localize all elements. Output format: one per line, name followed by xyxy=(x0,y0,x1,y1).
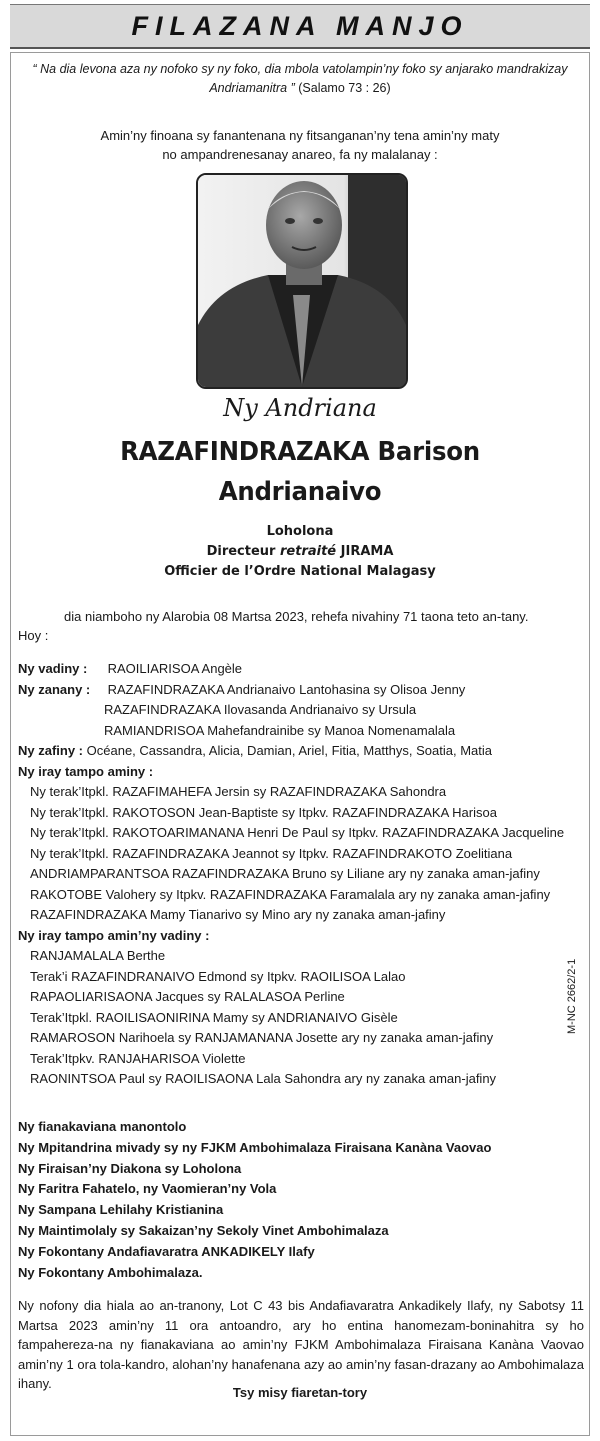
title-officier: Officier de l’Ordre National Malagasy xyxy=(164,564,436,579)
family-section xyxy=(18,659,588,1090)
hoy-label: Hoy : xyxy=(18,628,49,643)
spouse-sibling-entry: Terak’Itpkl. RAOILISAONIRINA Mamy sy ANDRIANAIVO Gisèle xyxy=(30,1009,398,1025)
grandchildren-row xyxy=(18,741,588,762)
deceased-titles xyxy=(0,522,600,582)
children-row xyxy=(18,680,588,701)
intro-line-1: Amin’ny finoana sy fanantenana ny fitsanganan’ny tena amin’ny maty xyxy=(100,128,500,143)
thanks-item: Ny Mpitandrina mivady sy ny FJKM Ambohimalaza Firaisana Kanàna Vaovao xyxy=(18,1139,492,1155)
spouse-sibling-entry: Terak’Itpkv. RANJAHARISOA Violette xyxy=(30,1050,246,1066)
child-entry: RAZAFINDRAZAKA Andrianaivo Lantohasina sy Olisoa Jenny xyxy=(107,681,466,697)
closing-line: Tsy misy fiaretan-tory xyxy=(232,1385,368,1400)
sibling-entry: Ny terak’Itpkl. RAZAFIMAHEFA Jersin sy RAZAFINDRAZAKA Sahondra xyxy=(30,784,447,799)
deceased-name-line-2: Andrianaivo xyxy=(218,477,382,507)
spouse-sibling-entry: RAPAOLIARISAONA Jacques sy RALALASOA Perline xyxy=(30,989,345,1004)
deceased-name xyxy=(37,432,563,512)
sibling-entry: Ny terak’Itpkl. RAZAFINDRAZAKA Jeannot sy Itpkv. RAZAFINDRAKOTO Zoelitiana xyxy=(30,845,513,861)
thanks-item: Ny Faritra Fahatelo, ny Vaomieran’ny Vola xyxy=(18,1181,277,1197)
thanks-item: Ny fianakaviana manontolo xyxy=(18,1119,187,1134)
title-directeur xyxy=(0,542,600,562)
grandchildren-label: Ny zafiny : xyxy=(18,743,84,758)
portrait-image xyxy=(198,175,406,387)
funeral-details: Ny nofony dia hiala ao an-tranony, Lot C 43 bis Andafiavaratra Ankadikely Ilafy, ny Sabotsy 11 Martsa 2023 amin’ny 11 ora antoandro, ary ho entina hanomezam-boninahitra sy ho fampahereza-na ny fianakaviana ao amin’ny FJKM Ambohimalaza Firaisana Kanàna Vaovao amin’ny 1 ora tola-kandro, alohan’ny hanafenana azy ao amin’ny fasan-drazany ao Ambohimalaza ihany. xyxy=(18,1298,584,1391)
sibling-entry: RAKOTOBE Valohery sy Itpkv. RAZAFINDRAZAKA Faramalala ary ny zanaka aman-jafiny xyxy=(30,886,551,902)
deceased-portrait xyxy=(196,173,408,389)
death-notice-text: dia niamboho ny Alarobia 08 Martsa 2023, rehefa nivahiny 71 taona teto an-tany. xyxy=(64,609,529,624)
spouse-sibling-entry: Terak’i RAZAFINDRANAIVO Edmond sy Itpkv. RAOILISOA Lalao xyxy=(30,968,406,984)
sibling-entry: ANDRIAMPARANTSOA RAZAFINDRAZAKA Bruno sy Liliane ary ny zanaka aman-jafiny xyxy=(30,866,540,881)
intro-text xyxy=(14,126,586,164)
thanks-list xyxy=(18,1117,588,1283)
title-directeur-c: JIRAMA xyxy=(340,544,394,559)
thanks-item: Ny Fokontany Andafiavaratra ANKADIKELY Ilafy xyxy=(18,1243,315,1259)
spouse-siblings-label: Ny iray tampo amin’ny vadiny : xyxy=(18,927,210,943)
deceased-name-line-1: RAZAFINDRAZAKA Barison xyxy=(120,437,480,467)
spouse-label: Ny vadiny : xyxy=(18,661,88,676)
sibling-entry: Ny terak’Itpkl. RAKOTOSON Jean-Baptiste sy Itpkv. RAZAFINDRAZAKA Harisoa xyxy=(30,804,497,820)
spouse-sibling-entry: RAONINTSOA Paul sy RAOILISAONA Lala Sahondra ary ny zanaka aman-jafiny xyxy=(30,1071,497,1086)
spouse-value: RAOILIARISOA Angèle xyxy=(107,661,243,676)
title-loholona: Loholona xyxy=(266,524,334,539)
reference-code: M-NC 2662/2-1 xyxy=(566,958,578,1034)
thanks-item: Ny Firaisan’ny Diakona sy Loholona xyxy=(18,1160,242,1176)
bible-quote xyxy=(14,60,586,98)
title-directeur-a: Directeur xyxy=(206,544,276,559)
header-banner xyxy=(10,4,590,49)
sibling-entry: Ny terak’Itpkl. RAKOTOARIMANANA Henri De Paul sy Itpkv. RAZAFINDRAZAKA Jacqueline xyxy=(30,825,565,840)
honorific: Ny Andriana xyxy=(223,394,377,422)
grandchildren-value: Océane, Cassandra, Alicia, Damian, Ariel, Fitia, Matthys, Soatia, Matia xyxy=(86,743,492,758)
siblings-label: Ny iray tampo aminy : xyxy=(18,763,154,779)
title-directeur-b: retraité xyxy=(280,544,337,559)
sibling-entry: RAZAFINDRAZAKA Mamy Tianarivo sy Mino ary ny zanaka aman-jafiny xyxy=(30,907,446,922)
thanks-item: Ny Maintimolaly sy Sakaizan’ny Sekoly Vinet Ambohimalaza xyxy=(18,1222,389,1238)
child-entry: RAZAFINDRAZAKA Ilovasanda Andrianaivo sy Ursula xyxy=(104,702,417,717)
spouse-sibling-entry: RANJAMALALA Berthe xyxy=(30,948,166,963)
child-entry: RAMIANDRISOA Mahefandrainibe sy Manoa Nomenamalala xyxy=(104,722,456,738)
children-label: Ny zanany : xyxy=(18,681,91,697)
thanks-item: Ny Fokontany Ambohimalaza. xyxy=(18,1264,203,1280)
death-notice xyxy=(18,607,584,645)
spouse-sibling-entry: RAMAROSON Narihoela sy RANJAMANANA Josette ary ny zanaka aman-jafiny xyxy=(30,1030,494,1045)
quote-text: “ Na dia levona aza ny nofoko sy ny foko, dia mbola vatolampin’ny foko sy anjarako mandrakizay Andriamanitra ” xyxy=(32,62,568,95)
thanks-item: Ny Sampana Lehilahy Kristianina xyxy=(18,1202,224,1218)
header-title: FILAZANA MANJO xyxy=(131,10,469,41)
spouse-row xyxy=(18,659,588,680)
intro-line-2: no ampandrenesanay anareo, fa ny malalanay : xyxy=(162,147,438,162)
quote-source: (Salamo 73 : 26) xyxy=(298,81,391,95)
